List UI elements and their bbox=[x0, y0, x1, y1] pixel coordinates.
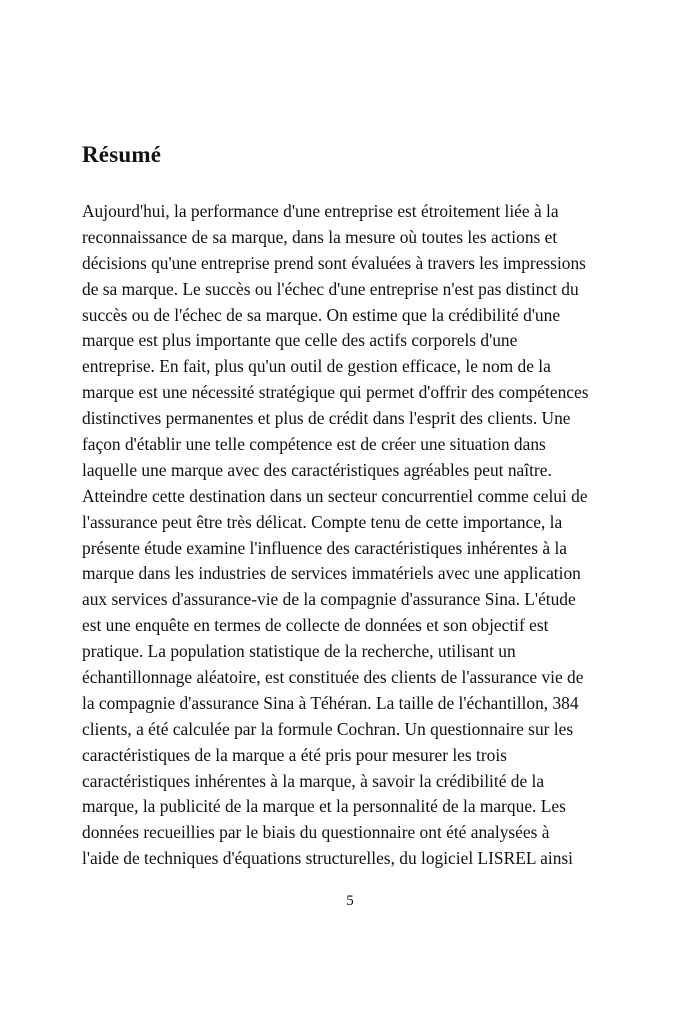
paragraph-line: de sa marque. Le succès ou l'échec d'une entreprise n'est pas distinct du bbox=[82, 278, 579, 299]
paragraph-line: Atteindre cette destination dans un secteur concurrentiel comme celui de bbox=[82, 485, 588, 506]
paragraph-line: marque est plus importante que celle des actifs corporels d'une bbox=[82, 330, 518, 351]
paragraph-line: entreprise. En fait, plus qu'un outil de gestion efficace, le nom de la bbox=[82, 356, 551, 377]
paragraph-line: pratique. La population statistique de la recherche, utilisant un bbox=[82, 641, 516, 662]
paragraph-line: distinctives permanentes et plus de crédit dans l'esprit des clients. Une bbox=[82, 408, 571, 429]
abstract-paragraph bbox=[82, 199, 642, 872]
paragraph-line: est une enquête en termes de collecte de données et son objectif est bbox=[82, 615, 549, 636]
paragraph-line: échantillonnage aléatoire, est constituée des clients de l'assurance vie de bbox=[82, 667, 584, 688]
paragraph-line: clients, a été calculée par la formule Cochran. Un questionnaire sur les bbox=[82, 718, 574, 739]
paragraph-line: Aujourd'hui, la performance d'une entreprise est étroitement liée à la bbox=[82, 201, 559, 221]
paragraph-line: présente étude examine l'influence des caractéristiques inhérentes à la bbox=[82, 537, 568, 558]
paragraph-line: marque, la publicité de la marque et la personnalité de la marque. Les bbox=[82, 796, 566, 817]
paragraph-line: décisions qu'une entreprise prend sont évaluées à travers les impressions bbox=[82, 252, 586, 273]
paragraph-line: caractéristiques de la marque a été pris pour mesurer les trois bbox=[82, 744, 507, 765]
paragraph-line: caractéristiques inhérentes à la marque, à savoir la crédibilité de la bbox=[82, 770, 545, 791]
paragraph-line: marque est une nécessité stratégique qui permet d'offrir des compétences bbox=[82, 382, 589, 403]
paragraph-line: marque dans les industries de services immatériels avec une application bbox=[82, 563, 581, 584]
page-number: 5 bbox=[346, 893, 354, 909]
paragraph-line: succès ou de l'échec de sa marque. On estime que la crédibilité d'une bbox=[82, 304, 561, 325]
paragraph-line: données recueillies par le biais du questionnaire ont été analysées à bbox=[82, 822, 550, 843]
paragraph-line: l'aide de techniques d'équations structurelles, du logiciel LISREL ainsi bbox=[82, 848, 573, 869]
paragraph-line: reconnaissance de sa marque, dans la mesure où toutes les actions et bbox=[82, 226, 558, 247]
paragraph-line: laquelle une marque avec des caractéristiques agréables peut naître. bbox=[82, 459, 552, 480]
paragraph-line: aux services d'assurance-vie de la compagnie d'assurance Sina. L'étude bbox=[82, 589, 576, 610]
paragraph-line: la compagnie d'assurance Sina à Téhéran. La taille de l'échantillon, 384 bbox=[82, 692, 579, 713]
section-title: Résumé bbox=[82, 142, 162, 167]
paragraph-line: l'assurance peut être très délicat. Compte tenu de cette importance, la bbox=[82, 511, 563, 532]
paragraph-line: façon d'établir une telle compétence est de créer une situation dans bbox=[82, 434, 546, 455]
